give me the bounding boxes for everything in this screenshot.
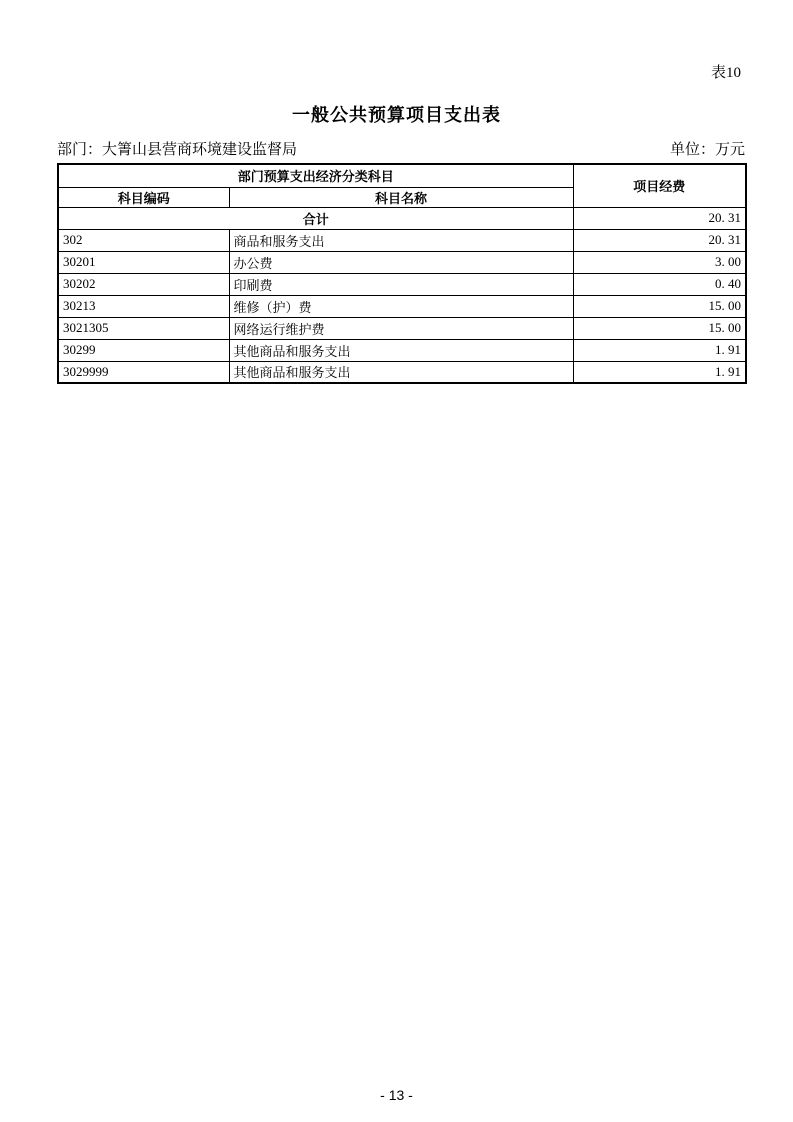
subject-name-cell: 其他商品和服务支出 bbox=[229, 361, 573, 383]
total-row bbox=[58, 207, 746, 229]
table-row bbox=[58, 251, 746, 273]
table-body bbox=[58, 207, 746, 383]
subject-code-cell: 3021305 bbox=[58, 317, 229, 339]
total-row-label: 合计 bbox=[58, 207, 573, 229]
project-funds-cell: 15. 00 bbox=[573, 317, 746, 339]
project-funds-cell: 1. 91 bbox=[573, 339, 746, 361]
page-title: 一般公共预算项目支出表 bbox=[292, 105, 501, 125]
project-funds-cell: 1. 91 bbox=[573, 361, 746, 383]
subject-code-cell: 30213 bbox=[58, 295, 229, 317]
page-number: - 13 - bbox=[380, 1087, 413, 1103]
subject-name-cell: 维修（护）费 bbox=[229, 295, 573, 317]
subject-code-cell: 3029999 bbox=[58, 361, 229, 383]
project-funds-cell: 0. 40 bbox=[573, 273, 746, 295]
table-row bbox=[58, 273, 746, 295]
sheet-number-label: 表10 bbox=[710, 65, 741, 81]
header-subject-name: 科目名称 bbox=[229, 187, 573, 207]
subject-name-cell: 网络运行维护费 bbox=[229, 317, 573, 339]
subject-code-cell: 30299 bbox=[58, 339, 229, 361]
table-row bbox=[58, 229, 746, 251]
department-label: 部门：大箐山县营商环境建设监督局 bbox=[57, 142, 298, 158]
unit-label: 单位：万元 bbox=[669, 142, 745, 158]
table-row bbox=[58, 317, 746, 339]
total-row-amount: 20. 31 bbox=[573, 207, 746, 229]
header-classification-group: 部门预算支出经济分类科目 bbox=[58, 164, 573, 187]
table-header-row-1 bbox=[58, 164, 746, 187]
subject-name-cell: 商品和服务支出 bbox=[229, 229, 573, 251]
budget-table bbox=[57, 163, 747, 384]
subject-code-cell: 302 bbox=[58, 229, 229, 251]
table-row bbox=[58, 361, 746, 383]
table-row bbox=[58, 339, 746, 361]
subject-name-cell: 印刷费 bbox=[229, 273, 573, 295]
table-row bbox=[58, 295, 746, 317]
project-funds-cell: 15. 00 bbox=[573, 295, 746, 317]
project-funds-cell: 3. 00 bbox=[573, 251, 746, 273]
project-funds-cell: 20. 31 bbox=[573, 229, 746, 251]
subject-name-cell: 其他商品和服务支出 bbox=[229, 339, 573, 361]
subject-code-cell: 30201 bbox=[58, 251, 229, 273]
header-subject-code: 科目编码 bbox=[58, 187, 229, 207]
subject-name-cell: 办公费 bbox=[229, 251, 573, 273]
subject-code-cell: 30202 bbox=[58, 273, 229, 295]
header-project-funds: 项目经费 bbox=[573, 164, 746, 207]
table-meta-row bbox=[57, 138, 745, 159]
